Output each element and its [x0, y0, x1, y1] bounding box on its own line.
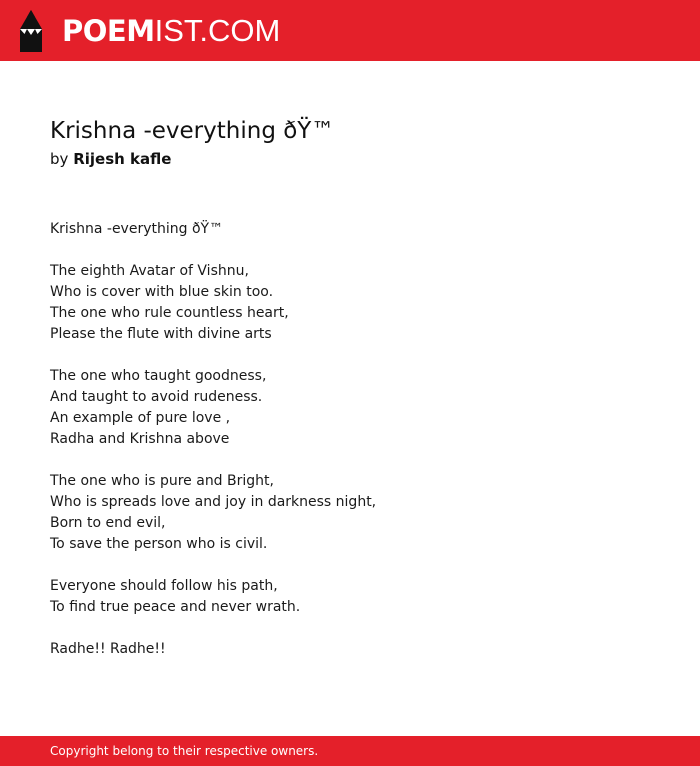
poem-line: The one who taught goodness, [50, 368, 267, 384]
poem-title: Krishna -everything ðŸ™ [50, 118, 353, 144]
author-name[interactable]: Rijesh kafle [73, 150, 172, 168]
stanza-break [50, 618, 650, 639]
logo-text-bold: POEM [62, 14, 155, 48]
by-label: by [50, 150, 69, 168]
stanza-break [50, 240, 650, 261]
poem-line: An example of pure love , [50, 410, 231, 426]
poem-line: Born to end evil, [50, 515, 166, 531]
poem-line: To save the person who is civil. [50, 536, 268, 552]
site-footer [0, 736, 700, 766]
poem-line: Who is spreads love and joy in darkness night, [50, 494, 377, 510]
stanza-break [50, 345, 650, 366]
logo-text-light: IST.COM [154, 13, 281, 48]
poem-line: Radhe!! Radhe!! [50, 641, 166, 657]
stanza-break [50, 555, 650, 576]
copyright-notice: Copyright belong to their respective owners. [50, 744, 319, 758]
poem-line: Please the flute with divine arts [50, 326, 272, 342]
poem-line: The one who is pure and Bright, [50, 473, 274, 489]
poem-body [50, 219, 650, 660]
poem-line: Who is cover with blue skin too. [50, 284, 274, 300]
poem-line: And taught to avoid rudeness. [50, 389, 263, 405]
pencil-icon [18, 10, 44, 52]
poem-line: The eighth Avatar of Vishnu, [50, 263, 249, 279]
poem-line: Krishna -everything ðŸ™ [50, 221, 235, 237]
poem-line: To find true peace and never wrath. [50, 599, 301, 615]
poem-line: Everyone should follow his path, [50, 578, 278, 594]
poem-byline [50, 149, 171, 169]
site-header [0, 0, 700, 61]
logo-text [62, 15, 280, 46]
poem-line: The one who rule countless heart, [50, 305, 289, 321]
poem-line: Radha and Krishna above [50, 431, 230, 447]
site-logo[interactable] [18, 9, 280, 52]
stanza-break [50, 450, 650, 471]
